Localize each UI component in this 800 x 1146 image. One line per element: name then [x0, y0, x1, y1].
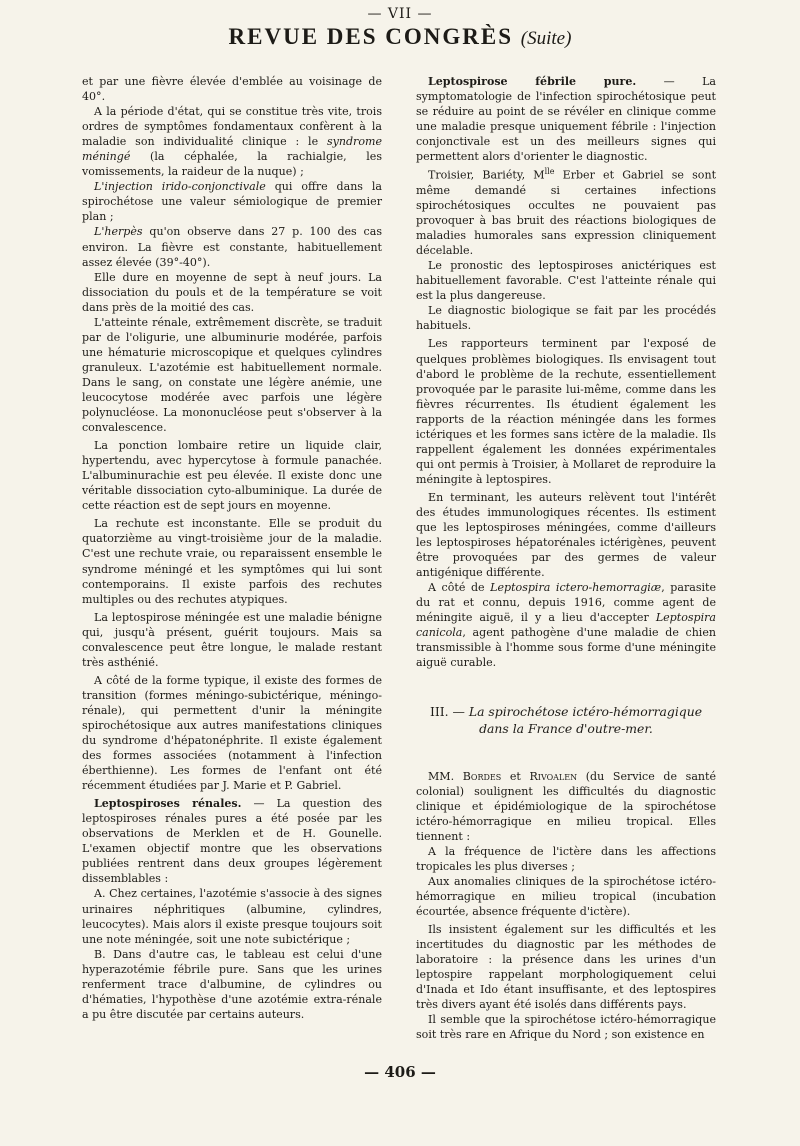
paragraph: Troisier, Bariéty, $M^{lle}$ Erber et Gabriel se sont même demandé si certaines infections spirochétosiques occultes ne pouvaient pas provoquer à bas bruit des réactions biologiques de maladies humorales sans expression cliniquement décelable.: [416, 167, 717, 258]
paragraph: B. Dans d'autre cas, le tableau est celui d'une hyperazotémie fébrile pure. Sans que les urines renferment trace d'albumine, de cylindres ou d'hématies, l'hypothèse d'une azotémie extra-rénale a pu être discutée par certains auteurs.: [82, 947, 382, 1021]
page-title: [0, 24, 800, 50]
page-title-text: REVUE DES CONGRÈS: [228, 24, 514, 49]
paragraph: Leptospirose fébrile pure. — La symptomatologie de l'infection spirochétosique peut se réduire au point de se révéler en clinique comme une maladie presque uniquement fébrile : l'injection conjonctivale est un des meilleurs signes qui permettent alors d'orienter le diagnostic.: [416, 75, 716, 164]
paragraph: L'atteinte rénale, extrêmement discrète, se traduit par de l'oligurie, une albuminurie modérée, parfois une hématurie microscopique et quelques cylindres granuleux. L'azotémie est habituellement normale. Dans le sang, on constate une légère anémie, une leucocytose modérée avec parfois une légère polynucléose. La mononucléose peut s'observer à la convalescence.: [82, 315, 382, 435]
paragraph: A la fréquence de l'ictère dans les affections tropicales les plus diverses ;: [416, 844, 716, 873]
paragraph: MM. Bordes et Rivoalen (du Service de santé colonial) soulignent les difficultés du diagnostic clinique et épidémiologique de la spirochétose ictéro-hémorragique en milieu tropical. Elles tiennent :: [416, 769, 716, 843]
paragraph: Elle dure en moyenne de sept à neuf jours. La dissociation du pouls et de la température se voit dans près de la moitié des cas.: [82, 270, 382, 314]
paragraph: Le diagnostic biologique se fait par les procédés habituels.: [416, 304, 716, 333]
paragraph: Le pronostic des leptospiroses anictériques est habituellement favorable. C'est l'atteinte rénale qui est la plus dangereuse.: [416, 259, 716, 303]
left-column: [82, 74, 382, 1022]
paragraph: L'injection irido-conjonctivale qui offre dans la spirochétose une valeur sémiologique de premier plan ;: [82, 180, 382, 224]
paragraph: A. Chez certaines, l'azotémie s'associe à des signes urinaires néphritiques (albumine, cylindres, leucocytes). Mais alors il existe presque toujours soit une note méningée, soit une note subictérique ;: [82, 887, 382, 946]
paragraph: En terminant, les auteurs relèvent tout l'intérêt des études immunologiques récentes. Ils estiment que les leptospiroses méningées, comme d'ailleurs les leptospiroses hépatorénales ictérigènes, peuvent être provoquées par des germes de valeur antigénique différente.: [416, 490, 716, 580]
paragraph: et par une fièvre élevée d'emblée au voisinage de 40°.: [82, 75, 382, 104]
paragraph: La leptospirose méningée est une maladie bénigne qui, jusqu'à présent, guérit toujours. Mais sa convalescence peut être longue, le malade restant très asthénié.: [82, 610, 382, 669]
page-number: — 406 —: [364, 1063, 436, 1081]
paragraph: Leptospiroses rénales. — La question des leptospiroses rénales pures a été posée par les observations de Merklen et de H. Gounelle. L'examen objectif montre que les observations publiées rentrent dans deux groupes légèrement dissemblables :: [82, 797, 382, 886]
paragraph: Aux anomalies cliniques de la spirochétose ictéro-hémorragique en milieu tropical (incubation écourtée, absence fréquente d'ictère).: [416, 874, 716, 918]
paragraph: Les rapporteurs terminent par l'exposé de quelques problèmes biologiques. Ils envisagent tout d'abord le problème de la rechute, essentiellement provoquée par le parasite lui-même, comme dans les fièvres récurrentes. Ils étudient également les rapports de la réaction méningée dans les formes ictériques et les formes sans ictère de la maladie. Ils rappellent également les données expérimentales qui ont permis à Troisier, à Mollaret de reproduire la méningite à leptospires.: [416, 337, 716, 486]
paragraph: A la période d'état, qui se constitue très vite, trois ordres de symptômes fondamentaux confèrent à la maladie son individualité clinique : le syndrome méningé (la céphalée, la rachialgie, les vomissements, la raideur de la nuque) ;: [82, 105, 382, 179]
paragraph: A côté de la forme typique, il existe des formes de transition (formes méningo-subictérique, méningo-rénale), qui permettent d'unir la méningite spirochétosique aux autres manifestations cliniques du syndrome d'hépatonéphrite. Il existe également des formes associées (notamment à l'infection éberthienne). Les formes de l'enfant ont été récemment étudiées par J. Marie et P. Gabriel.: [82, 673, 382, 793]
paragraph: La ponction lombaire retire un liquide clair, hypertendu, avec hypercytose à formule panachée. L'albuminurachie est peu élevée. Il existe donc une véritable dissociation cyto-albuminique. La durée de cette réaction est de sept jours en moyenne.: [82, 439, 382, 513]
paragraph: Ils insistent également sur les difficultés et les incertitudes du diagnostic par les méthodes de laboratoire : la présence dans les urines d'un leptospire rappelant morphologiquement celui d'Inada et Ido étant insuffisante, et des leptospires très divers ayant été isolés dans différents pays.: [416, 922, 716, 1012]
subheading: Leptospiroses rénales.: [94, 797, 242, 811]
paragraph: La rechute est inconstante. Elle se produit du quatorzième au vingt-troisième jour de la maladie. C'est une rechute vraie, ou reparaissent ensemble le syndrome méningé et les symptômes qui lui sont contemporains. Il existe parfois des rechutes multiples ou des rechutes atypiques.: [82, 517, 382, 606]
paragraph: Il semble que la spirochétose ictéro-hémorragique soit très rare en Afrique du Nord ; son existence en: [416, 1013, 716, 1042]
page-title-suite: (Suite): [520, 28, 572, 49]
paragraph: A côté de Leptospira ictero-hemorragiæ, parasite du rat et connu, depuis 1916, comme agent de méningite aiguë, il y a lieu d'accepter Leptospira canicola, agent pathogène d'une maladie de chien transmissible à l'homme sous forme d'une méningite aiguë curable.: [416, 581, 717, 670]
running-head-roman-numeral: — VII —: [367, 6, 433, 22]
paragraph: L'herpès qu'on observe dans 27 p. 100 des cas environ. La fièvre est constante, habituellement assez élevée (39°-40°).: [82, 225, 382, 269]
section-heading: III. — La spirochétose ictéro-hémorragique dans la France d'outre-mer.: [429, 703, 703, 736]
right-column: [416, 74, 716, 1042]
subheading: Leptospirose fébrile pure.: [428, 75, 637, 88]
